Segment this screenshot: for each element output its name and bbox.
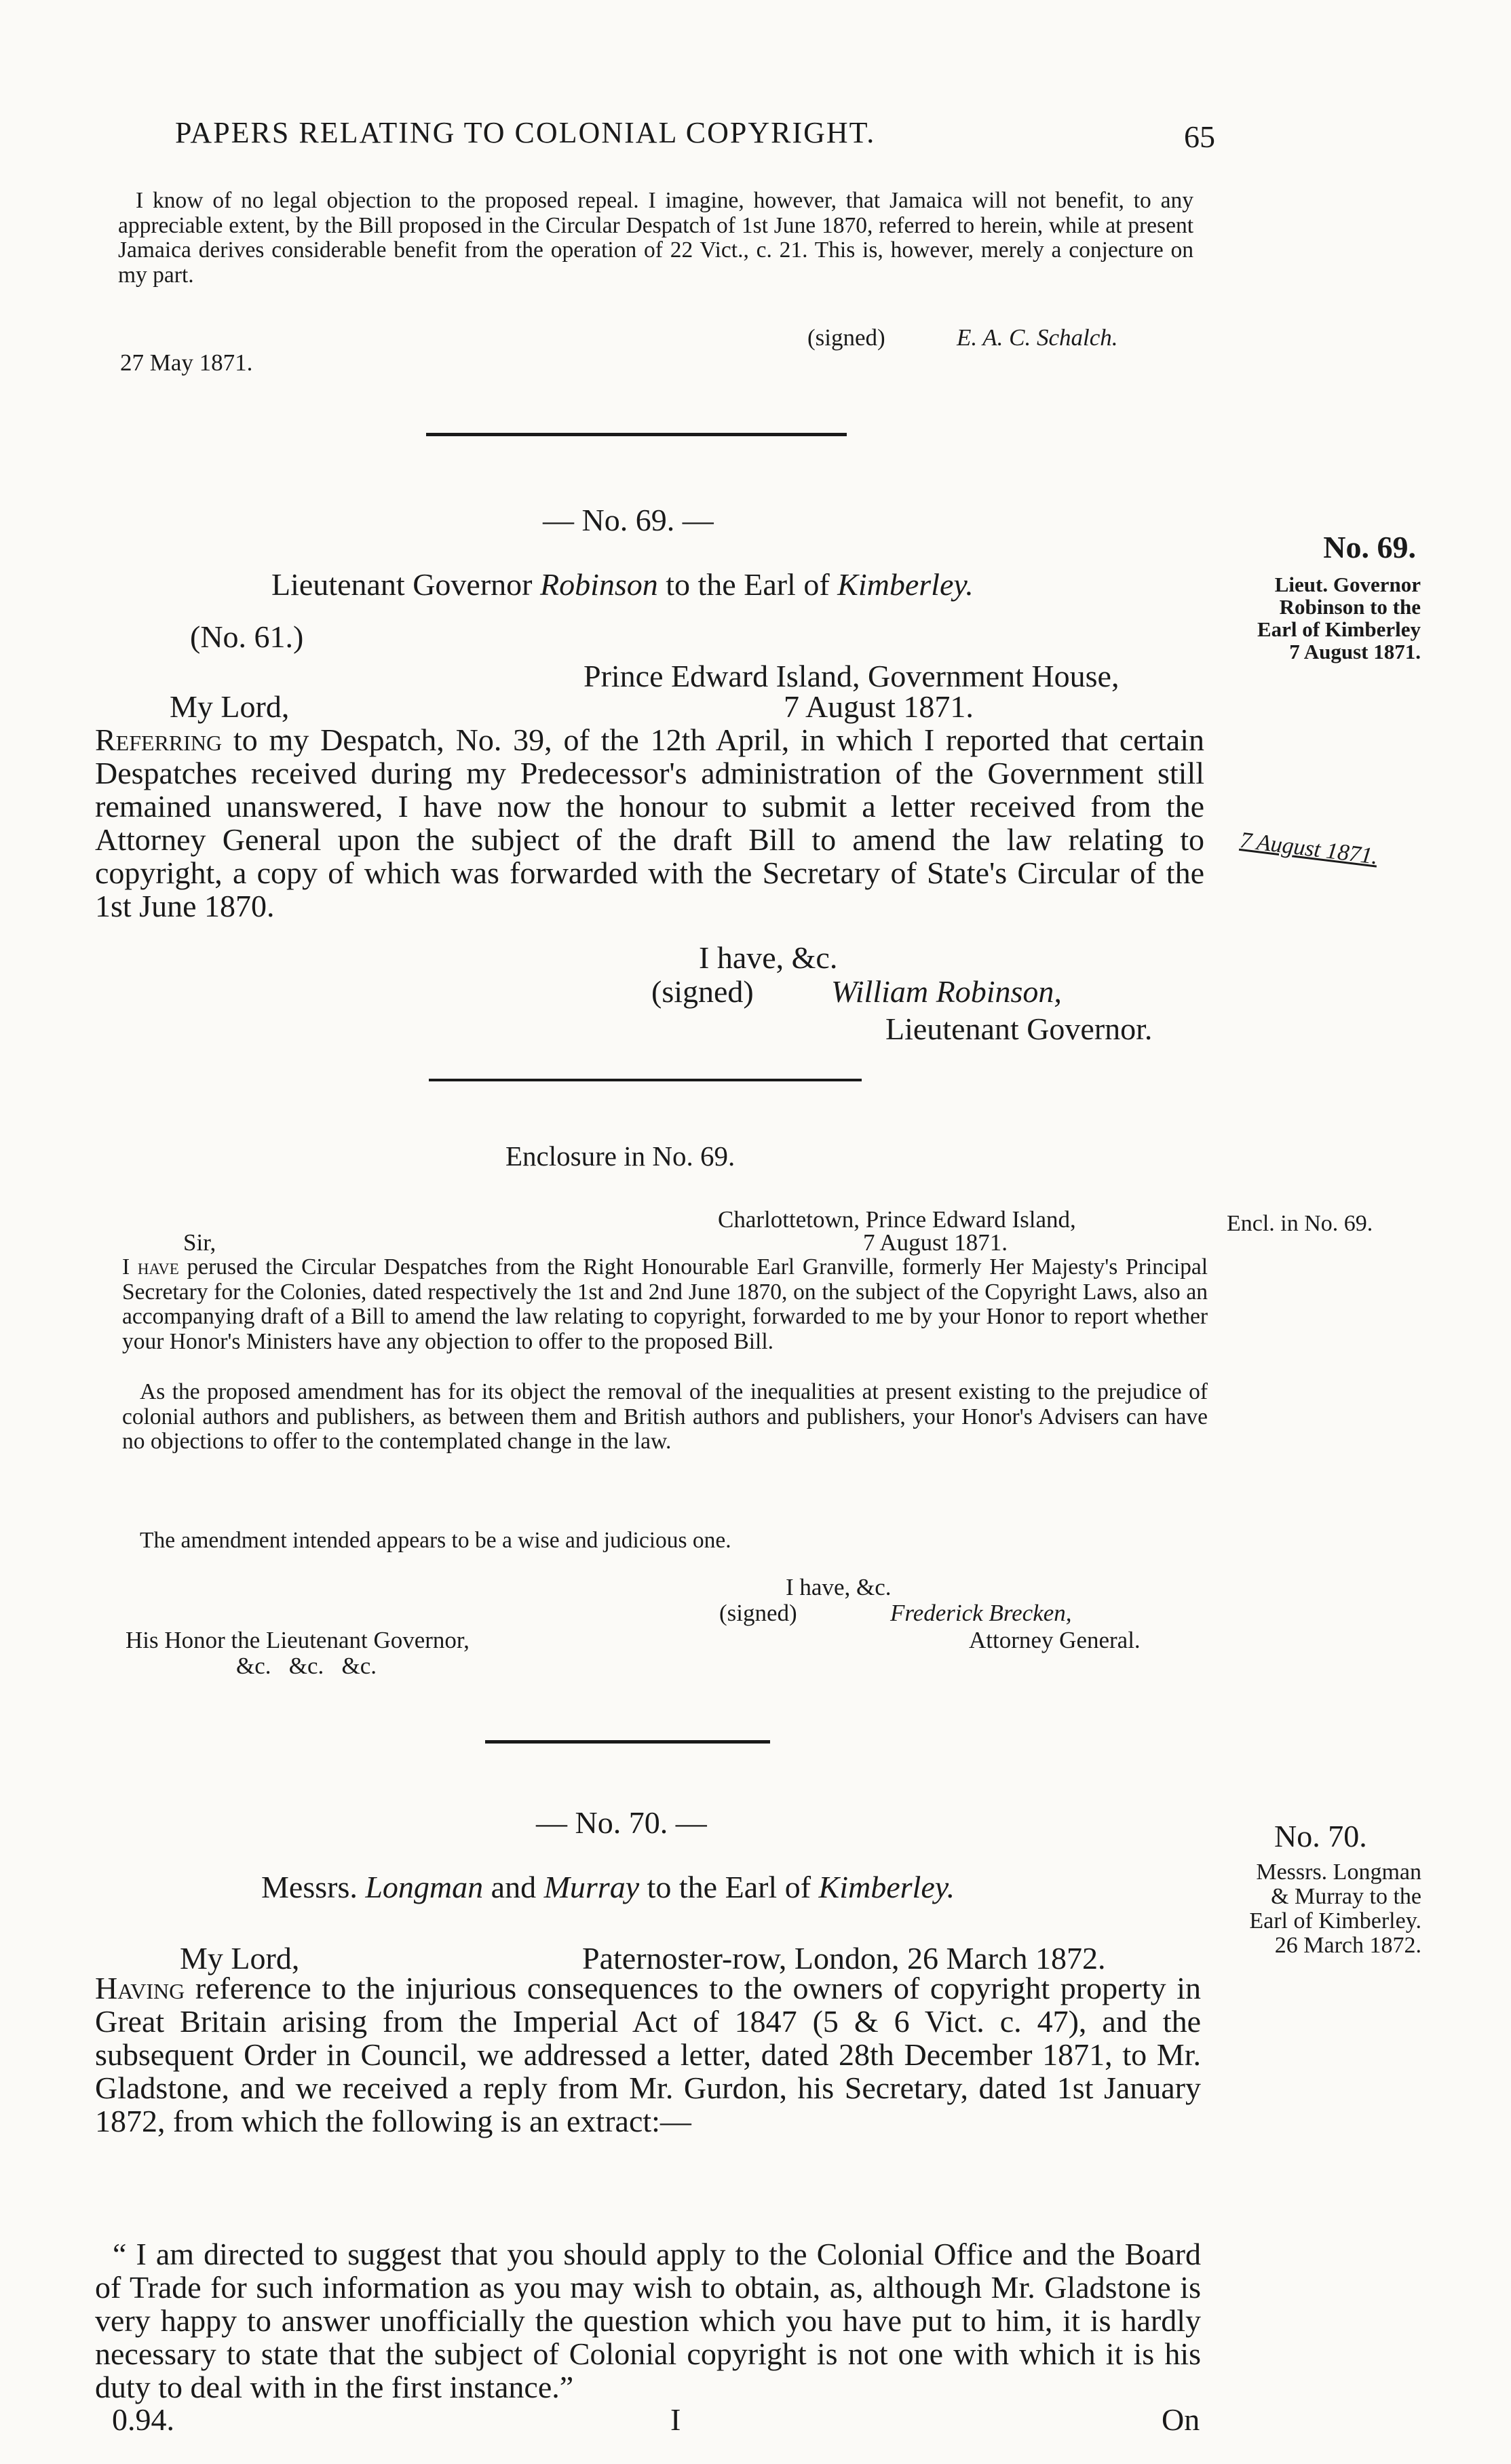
no70-margin-desc [1198,1860,1421,1958]
no69-signed-label: (signed) [651,974,754,1009]
intro-paragraph: I know of no legal objection to the proposed repeal. I imagine, however, that Jamaica will not benefit, to any appreciable extent, by the Bill proposed in the Circular Despatch of 1st June 1870, referred to herein, while at present Jamaica derives considerable benefit from the operation of 22 Vict., c. 21. This is, however, merely a conjecture on my part. [118,188,1193,288]
no69-ref-no: (No. 61.) [190,619,304,654]
enclosure-margin-note: Encl. in No. 69. [1227,1211,1373,1236]
no69-title-prefix: Lieutenant Governor [271,567,533,602]
no69-body-text: to my Despatch, No. 39, of the 12th April, in which I reported that certain Despatches received during my Predecessor's administration of the Government still remained unanswered, I have now the honour to submit a letter received from the Attorney General upon the subject of the draft Bill to amend the law relating to copyright, a copy of which was forwarded with the Secretary of State's Circular of the 1st June 1870. [95,723,1204,923]
no69-date: 7 August 1871. [784,689,974,724]
no70-title-mid: to the Earl of [647,1870,811,1904]
no69-margin-line: Earl of Kimberley [1257,617,1421,641]
enclosure-addressee-etc: &c. &c. &c. [236,1653,377,1679]
signature-letter: I [670,2402,681,2437]
no70-title-and: and [491,1870,537,1904]
page-number: 65 [1184,119,1215,154]
no70-place-date: Paternoster-row, London, 26 March 1872. [582,1941,1106,1976]
enclosure-signer: Frederick Brecken, [890,1600,1072,1626]
no69-margin-handwritten-note: 7 August 1871. [1238,828,1379,870]
no70-margin-line: Earl of Kimberley. [1249,1908,1421,1933]
no69-margin-line: 7 August 1871. [1289,640,1421,663]
section-divider [426,433,847,436]
no70-title [261,1869,955,1905]
no70-margin-number: No. 70. [1274,1819,1367,1853]
no70-heading: — No. 70. — [536,1805,707,1840]
enclosure-heading: Enclosure in No. 69. [505,1140,735,1172]
enclosure-date: 7 August 1871. [863,1229,1008,1256]
no70-salutation: My Lord, [180,1941,300,1976]
no69-title-name2: Kimberley. [837,567,974,602]
no69-title [271,566,974,602]
enclosure-signed-label: (signed) [719,1600,797,1626]
no70-title-prefix: Messrs. [261,1870,358,1904]
no69-margin-desc [1204,573,1421,663]
no69-title-mid: to the Earl of [666,567,830,602]
no69-margin-number: No. 69. [1323,530,1416,564]
no70-title-name2: Murray [543,1870,640,1904]
intro-signer: E. A. C. Schalch. [957,324,1118,351]
sheet-mark: 0.94. [112,2402,174,2437]
intro-date: 27 May 1871. [120,349,253,376]
no69-salutation: My Lord, [170,689,290,724]
no69-place: Prince Edward Island, Government House, [584,659,1120,693]
enclosure-salutation: Sir, [183,1229,216,1256]
section-divider [485,1740,770,1744]
no69-signer-title: Lieutenant Governor. [885,1012,1153,1046]
intro-signed-label: (signed) [807,324,885,351]
no69-closing: I have, &c. [699,940,838,975]
no69-margin-line: Lieut. Governor [1274,573,1421,596]
no70-margin-line: Messrs. Longman [1256,1860,1421,1885]
no70-margin-line: & Murray to the [1271,1884,1421,1909]
no69-margin-line: Robinson to the [1279,595,1421,619]
enclosure-addressee: His Honor the Lieutenant Governor, [126,1627,470,1653]
enclosure-closing: I have, &c. [786,1574,892,1600]
no70-first-word: Having [95,1971,185,2005]
enclosure-para1-text: perused the Circular Despatches from the Right Honourable Earl Granville, formerly Her Majesty's Principal Secretary for the Colonies, dated respectively the 1st and 2nd June 1870, on the subject of the Copyright Laws, also an accompanying draft of a Bill to amend the law relating to copyright, forwarded to me by your Honor to report whether your Honor's Ministers have any objection to offer to the proposed Bill. [122,1254,1208,1354]
catchword: On [1162,2402,1200,2437]
enclosure-signer-title: Attorney General. [969,1627,1141,1653]
running-title: PAPERS RELATING TO COLONIAL COPYRIGHT. [175,116,876,149]
section-divider [429,1079,862,1081]
enclosure-para2: As the proposed amendment has for its object the removal of the inequalities at present existing to the prejudice of colonial authors and publishers, as between them and British authors and publishers, your Honor's Advisers can have no objections to offer to the contemplated change in the law. [122,1379,1208,1454]
no70-quote: “ I am directed to suggest that you should apply to the Colonial Office and the Board of Trade for such information as you may wish to obtain, as, although Mr. Gladstone is very happy to answer unofficially the question which you have put to him, it is hardly necessary to state that the subject of Colonial copyright is not one with which it is his duty to deal with in the first instance.” [95,2237,1201,2404]
enclosure-para3: The amendment intended appears to be a wise and judicious one. [140,1528,731,1553]
enclosure-para1 [122,1255,1208,1354]
no69-signer: William Robinson, [831,974,1062,1009]
no69-title-name1: Robinson [539,567,658,602]
no69-first-word: Referring [95,723,223,757]
no69-body [95,723,1204,923]
no70-title-name1: Longman [365,1870,484,1904]
no70-margin-line: 26 March 1872. [1274,1933,1421,1958]
no69-heading: — No. 69. — [543,503,714,537]
enclosure-place: Charlottetown, Prince Edward Island, [718,1206,1076,1233]
no70-body-text: reference to the injurious consequences to the owners of copyright property in Great Britain arising from the Imperial Act of 1847 (5 & 6 Vict. c. 47), and the subsequent Order in Council, we addressed a letter, dated 28th December 1871, to Mr. Gladstone, and we received a reply from Mr. Gurdon, his Secretary, dated 1st January 1872, from which the following is an extract:— [95,1971,1202,2138]
no70-body [95,1971,1201,2138]
no70-title-name3: Kimberley. [818,1870,955,1904]
enclosure-first-word: I have [122,1254,179,1279]
